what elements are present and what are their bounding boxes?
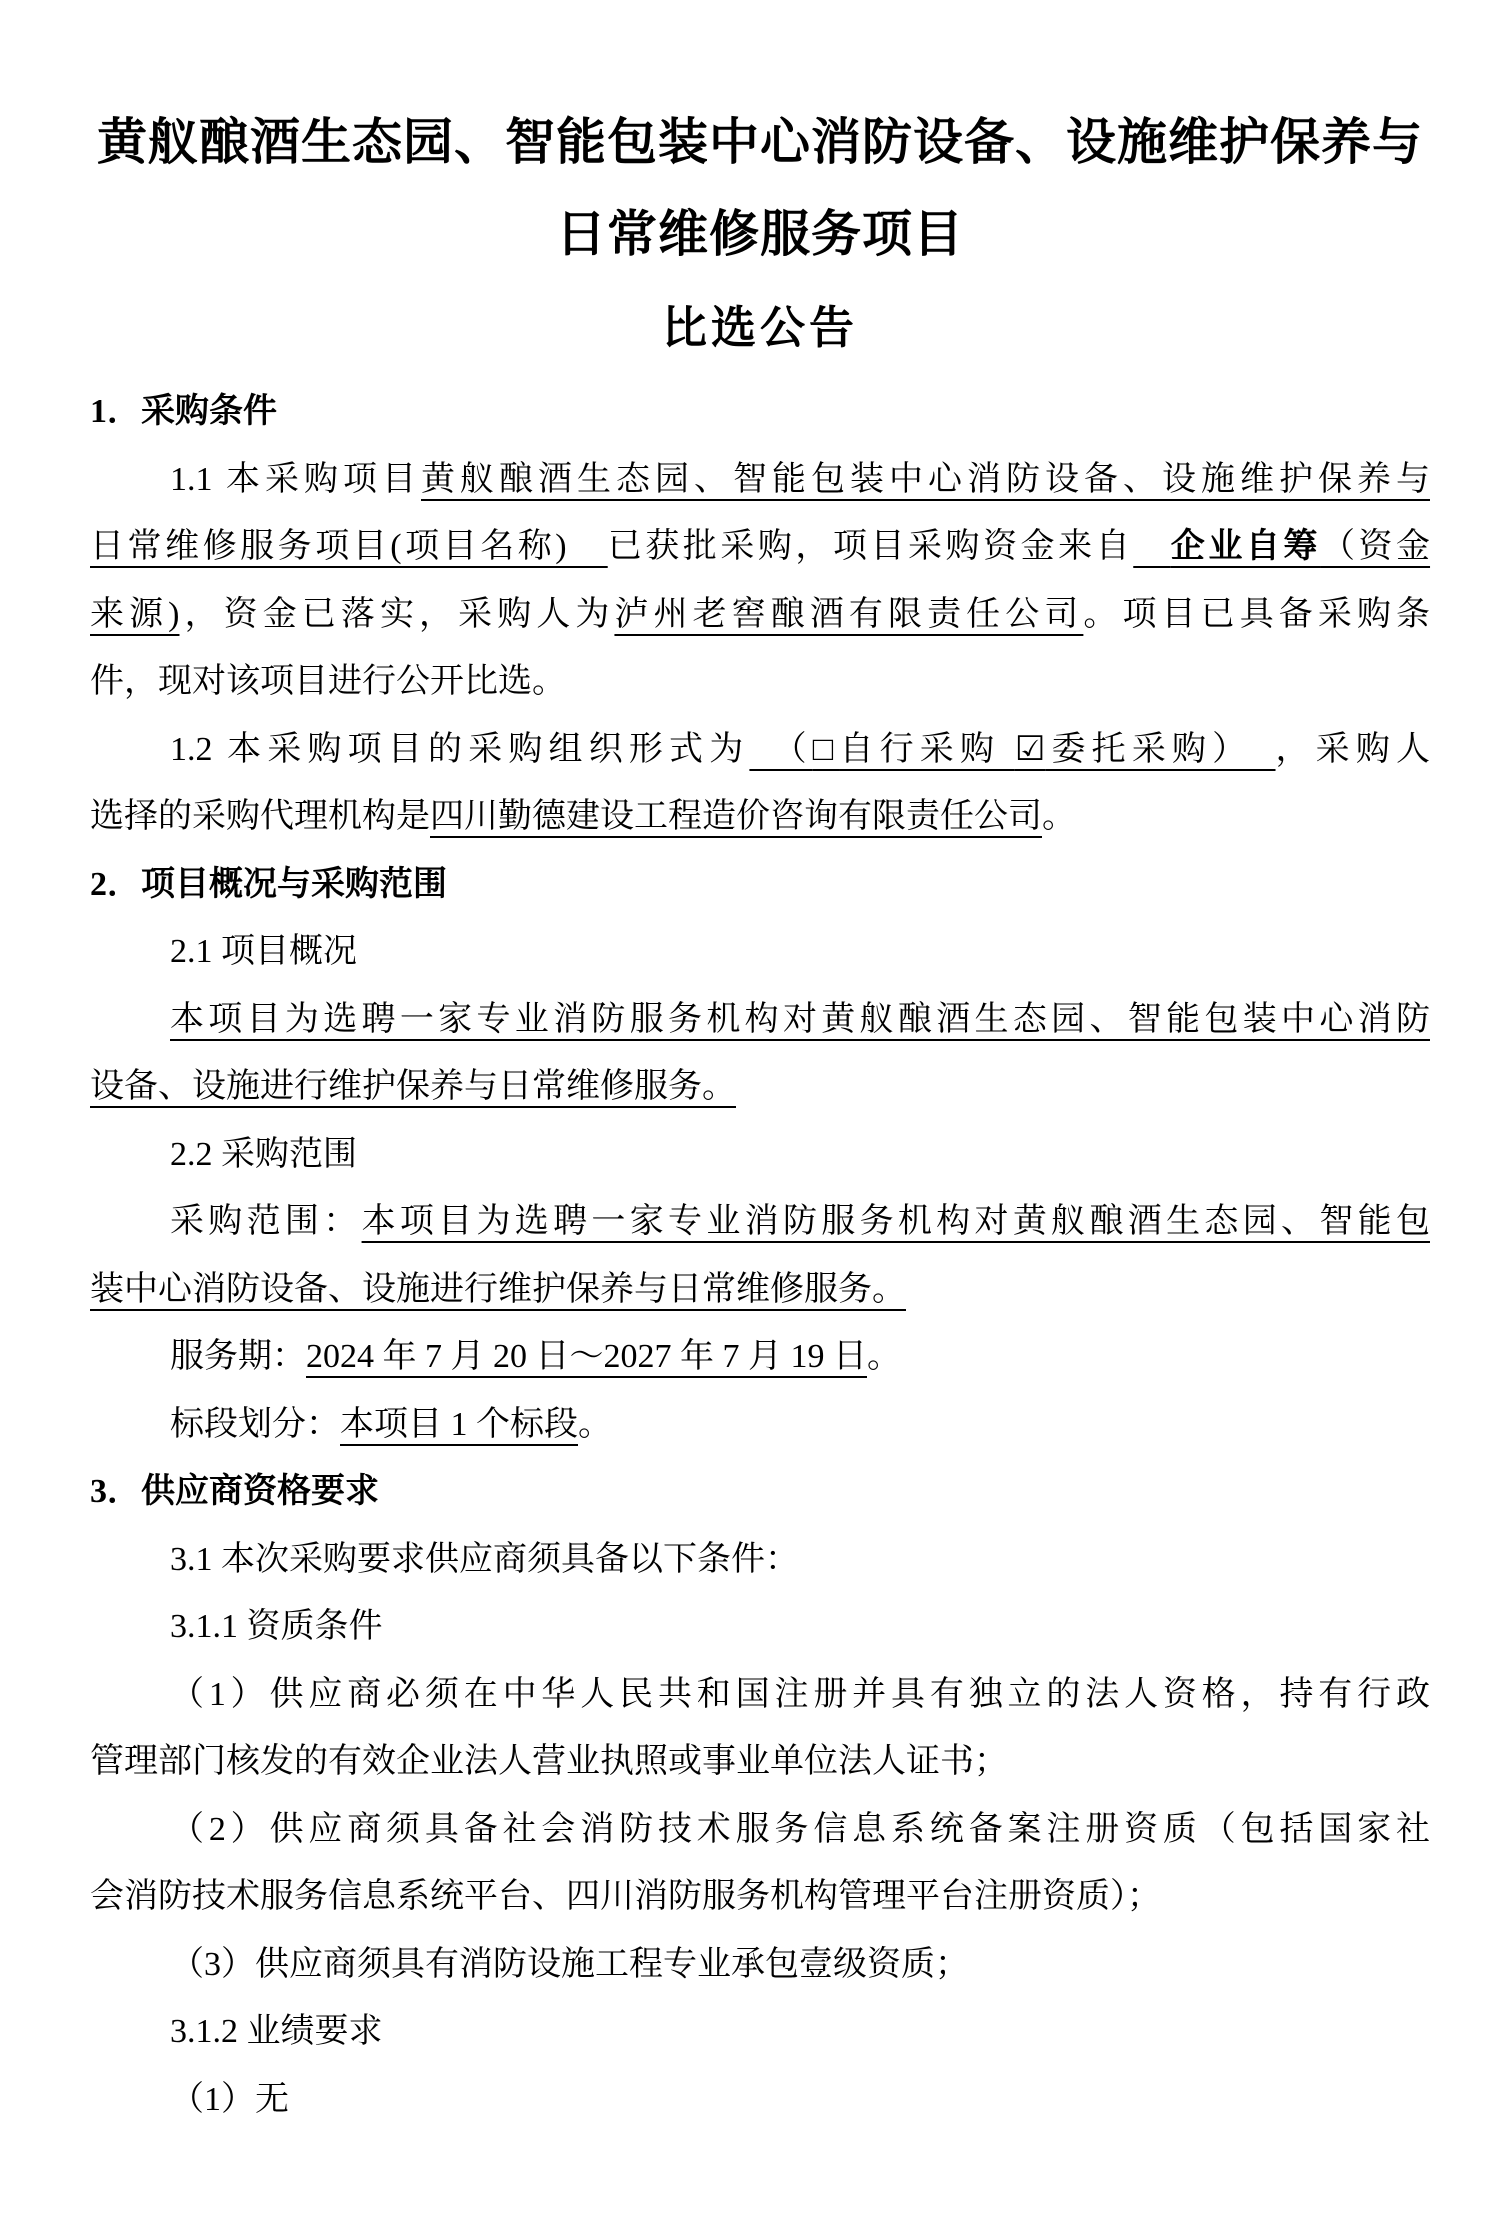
text-segment: 设备、设施进行维护保养与日常维修服务。: [90, 1068, 736, 1105]
paragraph-1-2-line: [90, 783, 1430, 851]
text-segment: 泸州老窖酿酒有限责任公司: [614, 595, 1084, 633]
qualification-requirement-3-line: [90, 1931, 1430, 1999]
paragraph-1-1-line: [90, 581, 1430, 649]
text-segment: 件，现对该项目进行公开比选。: [90, 663, 566, 700]
document-title-line1: 黄舣酿酒生态园、智能包装中心消防设备、设施维护保养与: [97, 114, 1423, 170]
text-segment: 2024 年 7 月 20 日～2027 年 7 月 19 日: [306, 1338, 867, 1375]
paragraph-2-1-line: [90, 1053, 1430, 1121]
text-segment: 2.2 采购范围: [170, 1135, 357, 1173]
text-segment: 3.1.2 业绩要求: [170, 2013, 383, 2050]
text-segment: [1133, 528, 1171, 565]
text-segment: （资金: [1320, 528, 1431, 565]
text-segment: 本项目为选聘一家专业消防服务机构对黄舣酿酒生态园、智能包: [361, 1203, 1430, 1240]
paragraph-1-1-line: [90, 446, 1430, 514]
text-segment: 来源): [90, 595, 180, 633]
text-segment: 会消防技术服务信息系统平台、四川消防服务机构管理平台注册资质）；: [90, 1878, 1161, 1915]
text-segment: （3）供应商须具有消防设施工程专业承包壹级资质；: [170, 1945, 969, 1983]
checkbox-delegated-procurement: ☑: [1014, 730, 1046, 768]
clause-3-1-line: [90, 1526, 1430, 1594]
text-segment: 标段划分：: [170, 1405, 340, 1443]
clause-3-1-1-heading: [90, 1593, 1430, 1661]
notice-type-heading: 比选公告: [661, 303, 858, 353]
text-segment: 服务期：: [170, 1338, 306, 1375]
text-segment: 。项目已具备采购条: [1083, 595, 1431, 633]
text-segment: 2．项目概况与采购范围: [90, 865, 447, 903]
text-segment: 装中心消防设备、设施进行维护保养与日常维修服务。: [90, 1270, 906, 1308]
clause-2-2-heading: [90, 1121, 1430, 1189]
qualification-requirement-2-line: [90, 1796, 1430, 1864]
text-segment: ，采购人: [1275, 730, 1431, 768]
text-segment: 选择的采购代理机构是: [90, 798, 430, 835]
text-segment: （: [749, 730, 813, 768]
document-title-line2: 日常维修服务项目: [556, 206, 964, 262]
paragraph-2-2-line: [90, 1256, 1430, 1324]
clause-3-1-2-heading: [90, 1998, 1430, 2066]
qualification-requirement-1-line: [90, 1661, 1430, 1729]
text-segment: 。: [578, 1405, 612, 1443]
paragraph-2-1-line: [90, 986, 1430, 1054]
text-segment: （1）无: [170, 2080, 289, 2118]
text-segment: （1）供应商必须在中华人民共和国注册并具有独立的法人资格，持有行政: [170, 1675, 1430, 1713]
text-segment: 3．供应商资格要求: [90, 1473, 379, 1510]
text-segment: 委托采购）: [1045, 730, 1276, 768]
document-body: [90, 378, 1430, 2133]
clause-2-1-heading: [90, 918, 1430, 986]
text-segment: 黄舣酿酒生态园、智能包装中心消防设备、设施维护保养与: [421, 460, 1430, 498]
service-period-line: [90, 1323, 1430, 1391]
text-segment: 。: [1042, 798, 1076, 835]
text-segment: 已获批采购，项目采购资金来自: [607, 528, 1134, 565]
text-segment: 采购范围：: [170, 1203, 362, 1240]
text-segment: （2）供应商须具备社会消防技术服务信息系统备案注册资质（包括国家社: [170, 1810, 1430, 1848]
paragraph-1-1-line: [90, 513, 1430, 581]
paragraph-1-1-line: [90, 648, 1430, 716]
text-segment: ，资金已落实，采购人为: [179, 595, 615, 633]
paragraph-1-2-line: [90, 716, 1430, 784]
section-3-heading: [90, 1458, 1430, 1526]
qualification-requirement-2-line: [90, 1863, 1430, 1931]
checkbox-self-procurement: □: [812, 730, 840, 768]
text-segment: 2.1 项目概况: [170, 933, 357, 970]
performance-requirement-line: [90, 2066, 1430, 2134]
text-segment: 。: [867, 1338, 901, 1375]
section-2-heading: [90, 851, 1430, 919]
paragraph-2-2-line: [90, 1188, 1430, 1256]
text-segment: 1.1 本采购项目: [170, 460, 421, 498]
text-segment: 本项目 1 个标段: [340, 1405, 578, 1443]
lot-division-line: [90, 1391, 1430, 1459]
text-segment: 企业自筹: [1170, 528, 1321, 565]
text-segment: 自行采购: [839, 730, 1015, 768]
section-1-heading: [90, 378, 1430, 446]
text-segment: 1.2 本采购项目的采购组织形式为: [170, 730, 750, 768]
qualification-requirement-1-line: [90, 1728, 1430, 1796]
text-segment: 3.1.1 资质条件: [170, 1608, 383, 1645]
text-segment: 日常维修服务项目(项目名称): [90, 528, 608, 565]
text-segment: 1．采购条件: [90, 393, 277, 430]
text-segment: 四川勤德建设工程造价咨询有限责任公司: [430, 798, 1042, 835]
text-segment: 3.1 本次采购要求供应商须具备以下条件：: [170, 1540, 799, 1578]
text-segment: 本项目为选聘一家专业消防服务机构对黄舣酿酒生态园、智能包装中心消防: [170, 1000, 1430, 1038]
text-segment: 管理部门核发的有效企业法人营业执照或事业单位法人证书；: [90, 1743, 1008, 1780]
